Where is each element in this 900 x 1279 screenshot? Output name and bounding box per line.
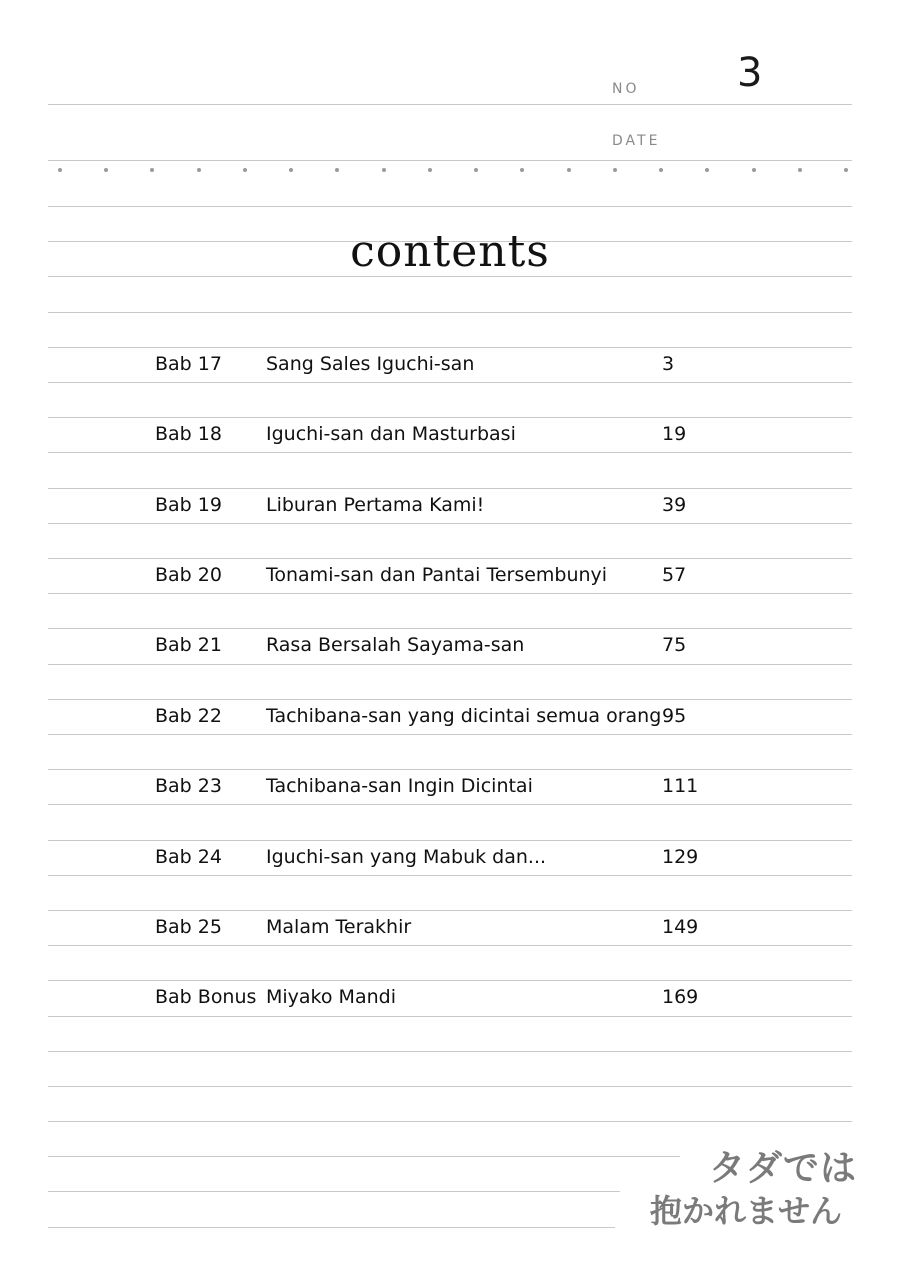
toc-page-number: 129 [662, 846, 699, 868]
toc-chapter: Bab 18 [155, 423, 222, 445]
toc-page-number: 57 [662, 564, 687, 586]
ruled-line [48, 347, 852, 348]
toc-chapter: Bab 20 [155, 564, 222, 586]
toc-page-number: 3 [662, 353, 675, 375]
separator-dot [567, 168, 571, 172]
toc-page-number: 95 [662, 705, 687, 727]
separator-dot [243, 168, 247, 172]
toc-chapter: Bab 19 [155, 494, 222, 516]
separator-dot [752, 168, 756, 172]
dotted-separator [58, 168, 848, 174]
separator-dot [613, 168, 617, 172]
ruled-line [48, 769, 852, 770]
toc-chapter: Bab 23 [155, 775, 222, 797]
separator-dot [520, 168, 524, 172]
toc-page-number: 75 [662, 634, 687, 656]
ruled-line [48, 980, 852, 981]
toc-row [0, 560, 900, 596]
ruled-line [48, 1121, 852, 1122]
toc-chapter-title: Tonami-san dan Pantai Tersembunyi [266, 564, 608, 586]
separator-dot [150, 168, 154, 172]
toc-chapter-title: Sang Sales Iguchi-san [266, 353, 475, 375]
separator-dot [428, 168, 432, 172]
toc-chapter-title: Rasa Bersalah Sayama-san [266, 634, 525, 656]
toc-chapter-title: Tachibana-san yang dicintai semua orang [266, 705, 662, 727]
page-number: 3 [737, 50, 763, 96]
ruled-line [48, 558, 852, 559]
ruled-line [48, 1086, 852, 1087]
toc-chapter: Bab Bonus [155, 986, 257, 1008]
separator-dot [197, 168, 201, 172]
separator-dot [474, 168, 478, 172]
toc-row [0, 349, 900, 385]
ruled-line [48, 910, 852, 911]
toc-chapter-title: Tachibana-san Ingin Dicintai [266, 775, 533, 797]
toc-chapter-title: Malam Terakhir [266, 916, 412, 938]
toc-row [0, 630, 900, 666]
toc-chapter-title: Iguchi-san dan Masturbasi [266, 423, 516, 445]
ruled-line [48, 160, 852, 161]
toc-chapter: Bab 17 [155, 353, 222, 375]
toc-row [0, 912, 900, 948]
separator-dot [659, 168, 663, 172]
toc-chapter-title: Iguchi-san yang Mabuk dan... [266, 846, 547, 868]
toc-page-number: 111 [662, 775, 699, 797]
ruled-line [48, 1191, 620, 1192]
separator-dot [798, 168, 802, 172]
ruled-line [48, 699, 852, 700]
ruled-line [48, 104, 852, 105]
toc-row [0, 419, 900, 455]
separator-dot [104, 168, 108, 172]
ruled-line [48, 1156, 680, 1157]
separator-dot [844, 168, 848, 172]
toc-chapter: Bab 24 [155, 846, 222, 868]
ruled-line [48, 206, 852, 207]
separator-dot [289, 168, 293, 172]
series-logo [650, 1140, 865, 1235]
date-label: DATE [612, 133, 661, 149]
separator-dot [58, 168, 62, 172]
toc-row [0, 842, 900, 878]
logo-line-1: タダでは [708, 1148, 857, 1189]
toc-page-number: 39 [662, 494, 687, 516]
ruled-line [48, 488, 852, 489]
toc-chapter: Bab 22 [155, 705, 222, 727]
toc-row [0, 490, 900, 526]
page-title: contents [350, 226, 550, 277]
separator-dot [335, 168, 339, 172]
toc-page-number: 169 [662, 986, 699, 1008]
toc-chapter: Bab 25 [155, 916, 222, 938]
toc-page-number: 149 [662, 916, 699, 938]
toc-row [0, 982, 900, 1018]
toc-chapter-title: Miyako Mandi [266, 986, 396, 1008]
ruled-line [48, 840, 852, 841]
toc-chapter: Bab 21 [155, 634, 222, 656]
ruled-line [48, 312, 852, 313]
ruled-line [48, 628, 852, 629]
toc-chapter-title: Liburan Pertama Kami! [266, 494, 485, 516]
separator-dot [382, 168, 386, 172]
no-label: NO [612, 81, 640, 97]
logo-line-2: 抱かれません [650, 1192, 843, 1230]
separator-dot [705, 168, 709, 172]
toc-row [0, 771, 900, 807]
toc-row [0, 701, 900, 737]
ruled-line [48, 1227, 615, 1228]
ruled-line [48, 1051, 852, 1052]
ruled-line [48, 417, 852, 418]
toc-page-number: 19 [662, 423, 687, 445]
